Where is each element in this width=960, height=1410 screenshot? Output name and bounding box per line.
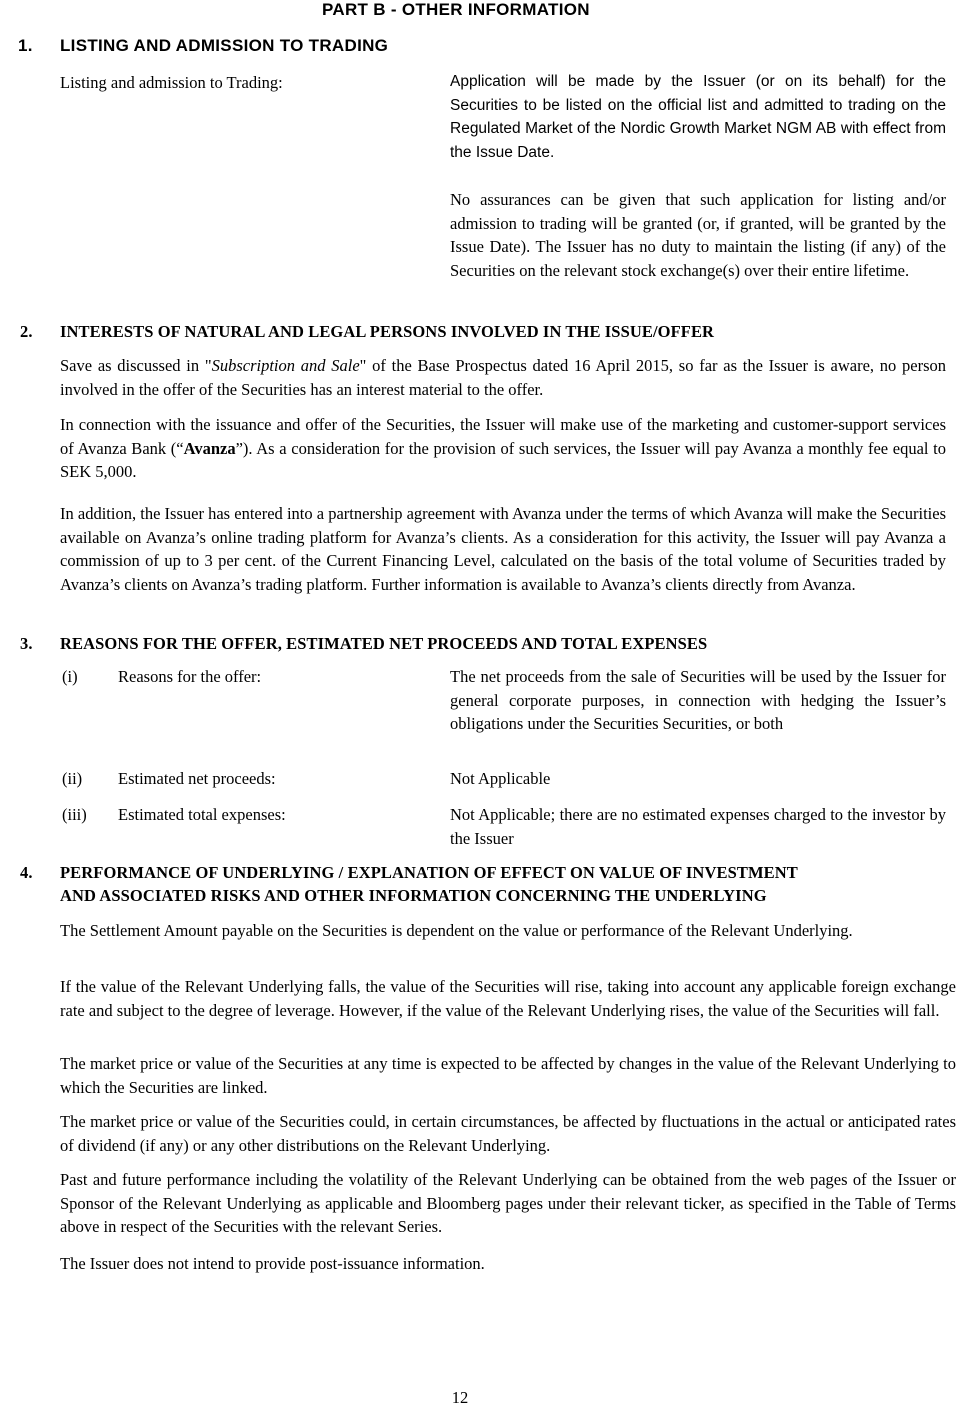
listing-paragraph-1: Application will be made by the Issuer (or on its behalf) for the Securities to be listed on the official list and admitted to trading on the Regulated Market of the Nordic Growth Market NGM AB with effect from the Issue Date. — [450, 73, 946, 161]
section-2-number: 2. — [20, 322, 33, 341]
part-title: PART B - OTHER INFORMATION — [322, 0, 590, 19]
row-ii-number: (ii) — [62, 769, 83, 788]
interests-paragraph-1: Save as discussed in "Subscription and Sale" of the Base Prospectus dated 16 April 2015, so far as the Issuer is aware, no person involved in the offer of the Securities has an interest material to the offer. — [60, 356, 946, 399]
row-i-number: (i) — [62, 667, 78, 686]
interests-paragraph-3: In addition, the Issuer has entered into a partnership agreement with Avanza under the terms of which Avanza will make the Securities available on Avanza’s online trading platform for Avanza’s clients. As a consideration for this activity, the Issuer will pay Avanza a commission of up to 3 per cent. of the Current Financing Level, calculated on the basis of the total volume of Securities traded by Avanza’s clients on Avanza’s trading platform. Further information is available to Avanza’s clients directly from Avanza. — [60, 504, 946, 594]
page-number: 12 — [451, 1388, 469, 1407]
row-ii-value: Not Applicable — [450, 769, 551, 788]
row-ii-label: Estimated net proceeds: — [118, 769, 276, 788]
section-2-title: INTERESTS OF NATURAL AND LEGAL PERSONS INVOLVED IN THE ISSUE/OFFER — [60, 322, 715, 341]
interests-paragraph-2: In connection with the issuance and offer of the Securities, the Issuer will make use of the marketing and customer-support services of Avanza Bank (“Avanza”). As a consideration for the provision of such services, the Issuer will pay Avanza a monthly fee equal to SEK 5,000. — [60, 415, 946, 481]
listing-paragraph-2: No assurances can be given that such application for listing and/or admission to trading will be granted (or, if granted, will be granted by the Issue Date). The Issuer has no duty to maintain the listing (if any) of the Securities on the relevant stock exchange(s) over their entire lifetime. — [450, 190, 946, 280]
row-i-label: Reasons for the offer: — [118, 667, 262, 686]
performance-paragraph-5: Past and future performance including the volatility of the Relevant Underlying can be obtained from the web pages of the Issuer or Sponsor of the Relevant Underlying as applicable and Bloomberg pages under their relevant ticker, as specified in the Table of Terms above in respect of the Securities with the relevant Series. — [60, 1170, 956, 1236]
performance-paragraph-4: The market price or value of the Securities could, in certain circumstances, be affected by fluctuations in the actual or anticipated rates of dividend (if any) or any other distributions on the Relevant Underlying. — [60, 1112, 956, 1155]
section-4-number: 4. — [20, 863, 33, 882]
section-3-number: 3. — [20, 634, 33, 653]
performance-paragraph-1: The Settlement Amount payable on the Securities is dependent on the value or performance of the Relevant Underlying. — [60, 921, 853, 940]
row-i-value: The net proceeds from the sale of Securities will be used by the Issuer for general corporate purposes, in connection with hedging the Issuer’s obligations under the Securities Securities, or both — [450, 667, 946, 733]
section-4-title-line-2: AND ASSOCIATED RISKS AND OTHER INFORMATION CONCERNING THE UNDERLYING — [60, 886, 767, 905]
row-iii-label: Estimated total expenses: — [118, 805, 286, 824]
section-1-number: 1. — [18, 36, 33, 55]
section-1-title: LISTING AND ADMISSION TO TRADING — [60, 36, 389, 55]
listing-label: Listing and admission to Trading: — [60, 73, 283, 92]
row-iii-value: Not Applicable; there are no estimated expenses charged to the investor by the Issuer — [450, 805, 946, 848]
section-3-title: REASONS FOR THE OFFER, ESTIMATED NET PROCEEDS AND TOTAL EXPENSES — [60, 634, 708, 653]
section-4-title-line-1: PERFORMANCE OF UNDERLYING / EXPLANATION OF EFFECT ON VALUE OF INVESTMENT — [60, 863, 798, 882]
row-iii-number: (iii) — [62, 805, 87, 824]
performance-paragraph-2: If the value of the Relevant Underlying falls, the value of the Securities will rise, taking into account any applicable foreign exchange rate and subject to the degree of leverage. However, if the value of the Relevant Underlying rises, the value of the Securities will fall. — [60, 977, 956, 1020]
performance-paragraph-6: The Issuer does not intend to provide post-issuance information. — [60, 1254, 485, 1273]
performance-paragraph-3: The market price or value of the Securities at any time is expected to be affected by changes in the value of the Relevant Underlying to which the Securities are linked. — [60, 1054, 956, 1097]
